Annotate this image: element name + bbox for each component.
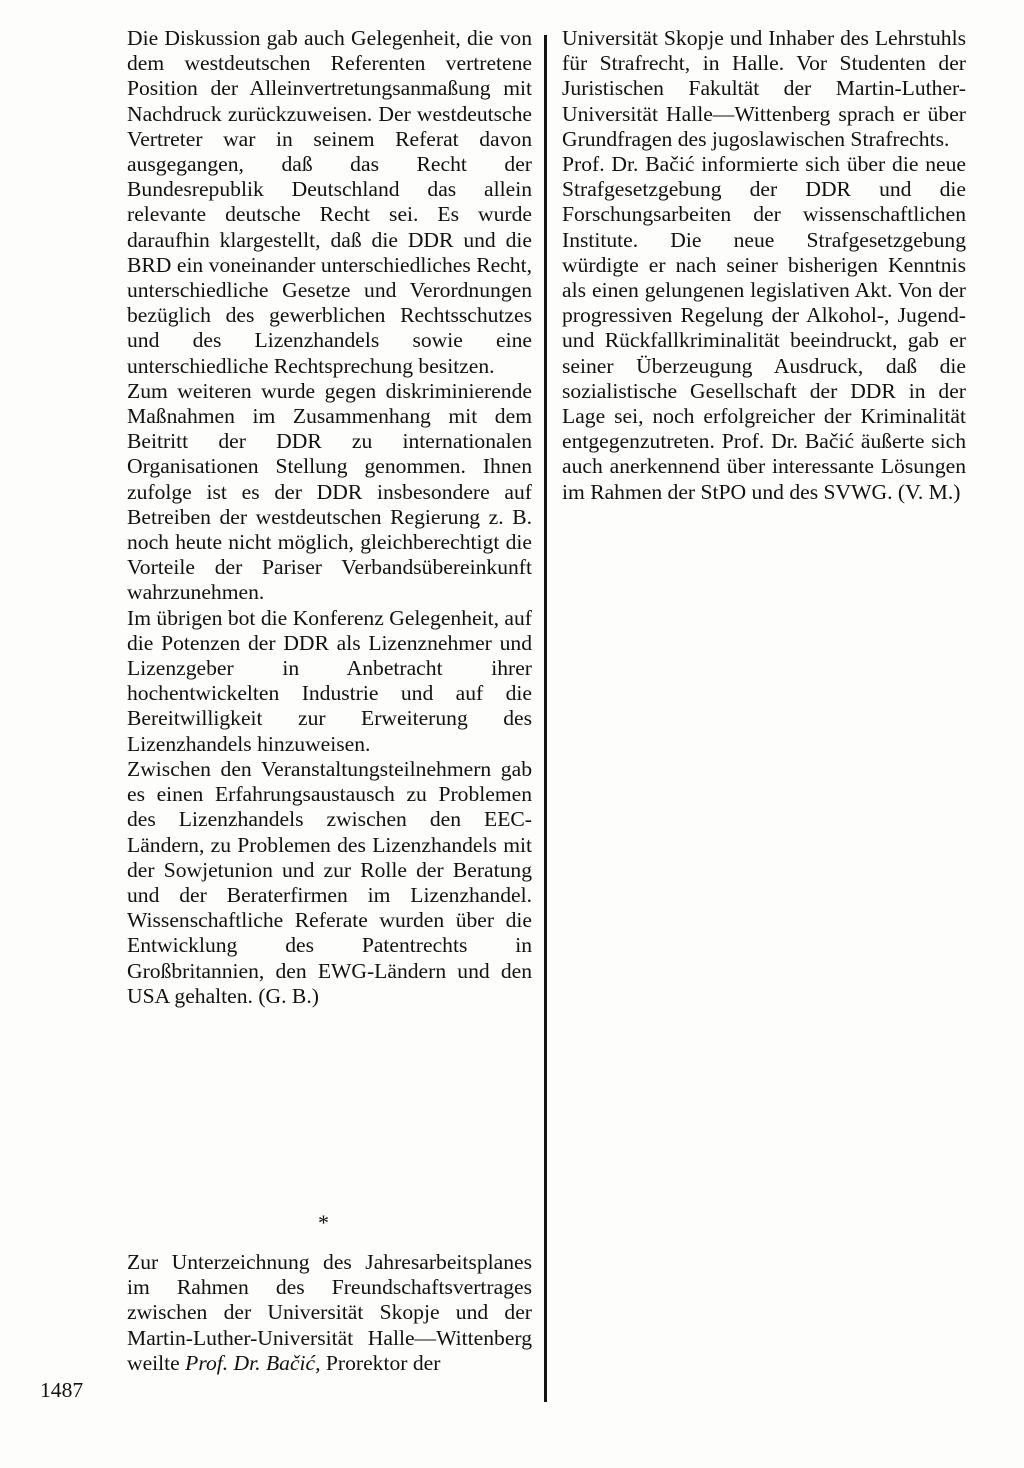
professor-name: Prof. Dr. Bačić, xyxy=(185,1350,321,1375)
left-column-bottom xyxy=(127,1250,532,1376)
paragraph-exchange: Zwischen den Veranstaltungsteilnehmern gab es einen Erfahrungsaustausch zu Problemen des Lizenzhandels zwischen den EEC-Ländern, zu Problemen des Lizenzhandels mit der Sowjetunion und zur Rolle der Beratung und der Beraterfirmen im Lizenzhandel. Wissenschaftliche Referate wurden über die Entwicklung des Patentrechts in Großbritannien, den EWG-Ländern und den USA gehalten. (G. B.) xyxy=(127,756,532,1008)
paragraph-university: Universität Skopje und Inhaber des Lehrstuhls für Strafrecht, in Halle. Vor Studenten der Juristischen Fakultät der Martin-Luther-Universität Halle—Wittenberg sprach er über Grundfragen des jugoslawischen Strafrechts. xyxy=(562,26,966,151)
column-divider xyxy=(544,35,547,1402)
left-column xyxy=(127,26,532,1009)
page-number: 1487 xyxy=(40,1378,84,1402)
right-column xyxy=(562,26,966,505)
paragraph-conference: Im übrigen bot die Konferenz Gelegenheit, auf die Potenzen der DDR als Lizenznehmer und Lizenzgeber in Anbetracht ihrer hochentwickelten Industrie und auf die Bereitwilligkeit zur Erweiterung des Lizenzhandels hinzuweisen. xyxy=(127,605,532,756)
paragraph-skopje-visit-start: Zur Unterzeichnung des Jahresarbeitsplanes im Rahmen des Freundschaftsvertrages zwischen der Universität Skopje und der Martin-Luther-Universität Halle—Wittenberg weilte xyxy=(127,1250,532,1375)
paragraph-skopje-visit xyxy=(127,1250,532,1376)
paragraph-skopje-visit-end: Prorektor der xyxy=(320,1350,441,1375)
section-separator: * xyxy=(318,1210,329,1235)
paragraph-discussion: Die Diskussion gab auch Gelegenheit, die von dem westdeutschen Referenten vertretene Position der Alleinvertretungsanmaßung mit Nachdruck zurückzuweisen. Der westdeutsche Vertreter war in seinem Referat davon ausgegangen, daß das Recht der Bundesrepublik Deutschland das allein relevante deutsche Recht sei. Es wurde daraufhin klargestellt, daß die DDR und die BRD ein voneinander unterschiedliches Recht, unterschiedliche Gesetze und Verordnungen bezüglich des gewerblichen Rechtsschutzes und des Lizenzhandels sowie eine unterschiedliche Rechtsprechung besitzen. xyxy=(127,26,532,378)
paragraph-criminal-law: Prof. Dr. Bačić informierte sich über die neue Strafgesetzgebung der DDR und die Forschungsarbeiten der wissenschaftlichen Institute. Die neue Strafgesetzgebung würdigte er nach seiner bisherigen Kenntnis als einen gelungenen legislativen Akt. Von der progressiven Regelung der Alkohol-, Jugend- und Rückfallkriminalität beeindruckt, gab er seiner Überzeugung Ausdruck, daß die sozialistische Gesellschaft der DDR in der Lage sei, noch erfolgreicher der Kriminalität entgegenzutreten. Prof. Dr. Bačić äußerte sich auch anerkennend über interessante Lösungen im Rahmen der StPO und des SVWG. (V. M.) xyxy=(562,152,966,504)
paragraph-discrimination: Zum weiteren wurde gegen diskriminierende Maßnahmen im Zusammenhang mit dem Beitritt der DDR zu internationalen Organisationen Stellung genommen. Ihnen zufolge ist es der DDR insbesondere auf Betreiben der westdeutschen Regierung z. B. noch heute nicht möglich, gleichberechtigt die Vorteile der Pariser Verbandsübereinkunft wahrzunehmen. xyxy=(127,378,532,605)
